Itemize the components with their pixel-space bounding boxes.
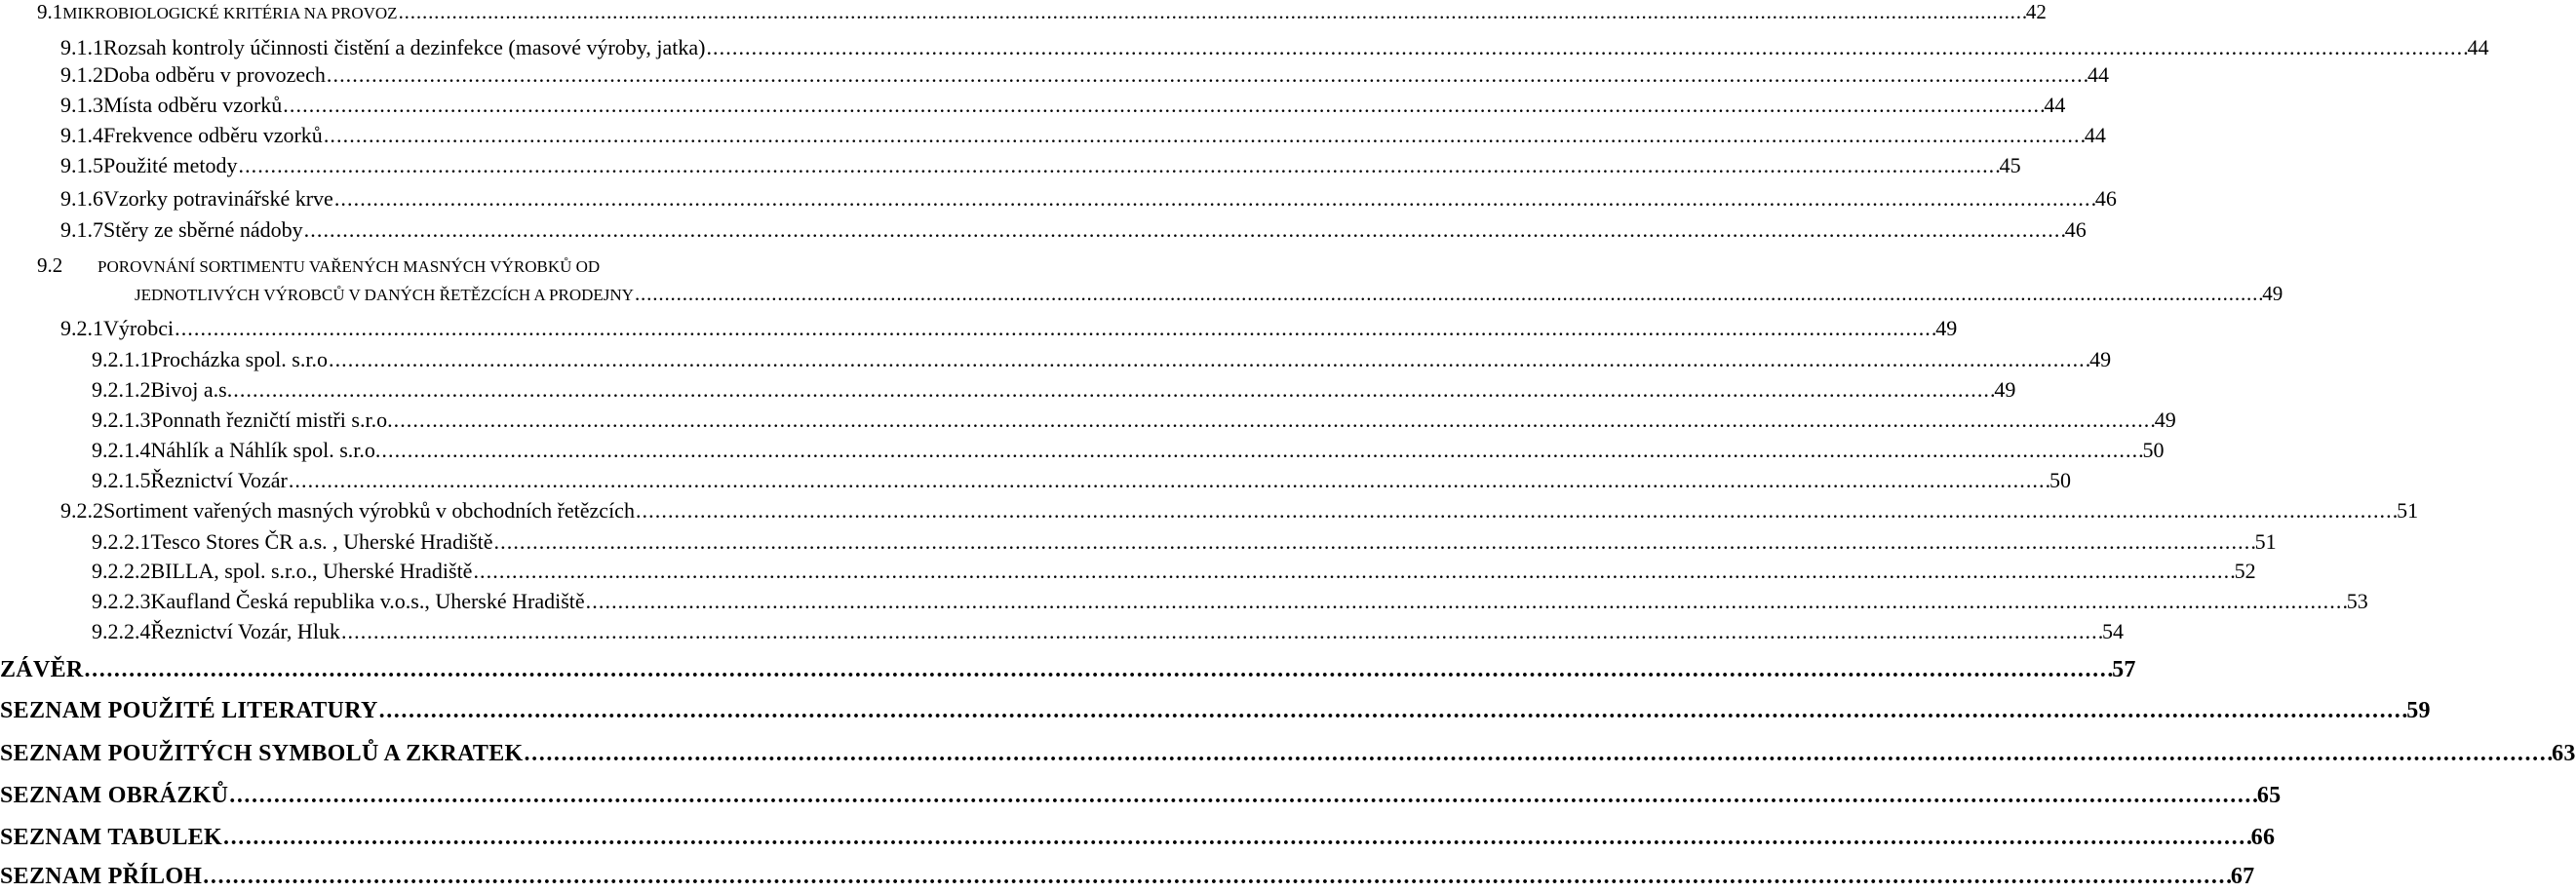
toc-entry-title: Procházka spol. s.r.o <box>150 347 328 371</box>
dot-leader <box>223 825 2250 851</box>
dot-leader <box>334 186 2094 212</box>
toc-entry-page: 52 <box>2234 559 2256 583</box>
toc-entry[interactable] <box>0 864 2255 893</box>
toc-entry-number: 9.1.2 <box>60 62 103 87</box>
toc-entry[interactable] <box>0 559 2256 588</box>
toc-entry[interactable] <box>0 377 2016 407</box>
toc-entry-title: SEZNAM POUŽITÝCH SYMBOLŮ A ZKRATEK <box>0 741 524 766</box>
toc-entry-title: Stěry ze sběrné nádoby <box>103 217 303 242</box>
toc-entry-page: 59 <box>2406 698 2431 723</box>
toc-entry[interactable] <box>0 589 2368 618</box>
dot-leader <box>233 377 1993 403</box>
dot-leader <box>304 217 2064 243</box>
toc-entry-page: 51 <box>2254 529 2277 554</box>
dot-leader <box>327 62 2087 88</box>
toc-entry-number: 9.1.6 <box>60 186 103 211</box>
dot-leader <box>289 468 2049 493</box>
toc-entry[interactable] <box>0 153 2021 182</box>
toc-entry[interactable] <box>0 123 2106 152</box>
toc-entry-page: 44 <box>2084 123 2106 147</box>
dot-leader <box>394 408 2154 433</box>
toc-entry-title: Vzorky potravinářské krve <box>103 186 333 211</box>
toc-entry-page: 49 <box>2262 282 2283 305</box>
toc-entry[interactable] <box>0 62 2109 92</box>
toc-entry-number: 9.1.4 <box>60 123 103 147</box>
dot-leader <box>494 529 2254 555</box>
dot-leader <box>85 657 2112 683</box>
toc-entry-page: 63 <box>2552 741 2576 766</box>
dot-leader <box>341 619 2101 644</box>
toc-entry-number: 9.2.1.3 <box>92 408 151 432</box>
toc-entry-page: 50 <box>2142 438 2165 462</box>
toc-entry[interactable] <box>0 657 2136 686</box>
toc-entry-title: Doba odběru v provozech <box>103 62 326 87</box>
toc-entry-title: Výrobci <box>103 316 175 340</box>
toc-entry-number: 9.2.2.4 <box>92 619 151 643</box>
toc-entry-title: Místa odběru vzorků <box>103 93 283 117</box>
toc-entry[interactable] <box>0 438 2165 467</box>
toc-entry-number: 9.2.1.4 <box>92 438 151 462</box>
toc-entry[interactable] <box>0 316 1958 345</box>
dot-leader <box>381 438 2141 463</box>
toc-entry-page: 50 <box>2049 468 2071 492</box>
dot-leader <box>399 0 2025 24</box>
toc-entry-page: 66 <box>2250 825 2276 850</box>
toc-entry[interactable] <box>0 698 2431 727</box>
toc-entry-title: SEZNAM PŘÍLOH <box>0 864 203 889</box>
dot-leader <box>379 698 2406 724</box>
toc-entry-page: 49 <box>2089 347 2112 371</box>
toc-entry-page: 57 <box>2112 657 2136 682</box>
dot-leader <box>706 35 2466 60</box>
toc-entry-number: 9.2 <box>37 253 63 277</box>
dot-leader <box>525 741 2552 767</box>
dot-leader <box>586 589 2346 614</box>
dot-leader <box>635 282 2261 306</box>
toc-entry-page: 49 <box>2154 408 2176 432</box>
toc-entry-title: Řeznictví Vozár, Hluk <box>150 619 340 643</box>
toc-entry-title: Tesco Stores ČR a.s. , Uherské Hradiště <box>150 529 493 554</box>
toc-entry[interactable] <box>0 217 2087 247</box>
toc-entry-title: SEZNAM TABULEK <box>0 825 223 850</box>
toc-entry[interactable] <box>0 468 2071 497</box>
toc-entry[interactable] <box>0 93 2066 122</box>
dot-leader <box>238 153 1998 178</box>
toc-entry-page: 67 <box>2230 864 2255 889</box>
toc-entry-page: 45 <box>1999 153 2021 177</box>
dot-leader <box>175 316 1934 341</box>
toc-entry[interactable] <box>0 0 2047 29</box>
toc-entry-number: 9.1.3 <box>60 93 103 117</box>
toc-entry-page: 51 <box>2397 498 2419 523</box>
toc-entry-number: 9.2.2.2 <box>92 559 151 583</box>
toc-entry-page: 42 <box>2025 0 2047 23</box>
toc-entry-page: 53 <box>2346 589 2368 613</box>
toc-entry-number: 9.2.1.1 <box>92 347 151 371</box>
toc-entry-title: Sortiment vařených masných výrobků v obchodních řetězcích <box>103 498 635 523</box>
toc-entry-number: 9.2.2.3 <box>92 589 151 613</box>
dot-leader <box>203 864 2230 890</box>
toc-entry[interactable] <box>0 741 2576 770</box>
toc-entry[interactable] <box>0 529 2277 559</box>
toc-entry[interactable] <box>0 253 931 283</box>
toc-entry-title: Frekvence odběru vzorků <box>103 123 323 147</box>
toc-entry-page: 49 <box>1994 377 2016 402</box>
toc-entry-number: 9.2.2.1 <box>92 529 151 554</box>
toc-entry-number: 9.1.5 <box>60 153 103 177</box>
dot-leader <box>473 559 2233 584</box>
toc-entry-page: 46 <box>2064 217 2087 242</box>
dot-leader <box>229 783 2256 809</box>
toc-entry[interactable] <box>0 186 2117 215</box>
toc-entry-number: 9.1 <box>37 0 63 23</box>
toc-entry-page: 54 <box>2102 619 2125 643</box>
toc-entry-page: 49 <box>1935 316 1958 340</box>
toc-entry-title: Kaufland Česká republika v.o.s., Uherské Hradiště <box>150 589 585 613</box>
toc-entry[interactable] <box>0 35 2489 64</box>
toc-entry-title: JEDNOTLIVÝCH VÝROBCŮ V DANÝCH ŘETĚZCÍCH A PRODEJNY <box>135 286 634 304</box>
toc-entry-title: Použité metody <box>103 153 238 177</box>
toc-entry-number: 9.2.1 <box>60 316 103 340</box>
toc-entry-number: 9.1.7 <box>60 217 103 242</box>
toc-entry-title: SEZNAM OBRÁZKŮ <box>0 783 229 808</box>
toc-entry-title: Řeznictví Vozár <box>150 468 288 492</box>
toc-entry-title: ZÁVĚR <box>0 657 84 682</box>
toc-entry-page: 44 <box>2087 62 2109 87</box>
toc-entry-page: 44 <box>2044 93 2066 117</box>
toc-entry-title: POROVNÁNÍ SORTIMENTU VAŘENÝCH MASNÝCH VÝROBKŮ OD <box>98 257 601 276</box>
toc-entry-title: Bivoj a.s. <box>150 377 233 402</box>
toc-entry-title: Náhlík a Náhlík spol. s.r.o. <box>150 438 381 462</box>
toc-entry-number: 9.1.1 <box>60 35 103 59</box>
toc-entry-title: BILLA, spol. s.r.o., Uherské Hradiště <box>150 559 473 583</box>
toc-entry-title: Rozsah kontroly účinnosti čistění a dezinfekce (masové výroby, jatka) <box>103 35 706 59</box>
toc-entry[interactable] <box>0 408 2176 437</box>
toc-entry-title: SEZNAM POUŽITÉ LITERATURY <box>0 698 378 723</box>
toc-entry[interactable] <box>0 347 2112 376</box>
toc-entry[interactable] <box>0 282 2283 311</box>
dot-leader <box>329 347 2088 372</box>
toc-entry-title: MIKROBIOLOGICKÉ KRITÉRIA NA PROVOZ <box>62 4 398 22</box>
dot-leader <box>324 123 2084 148</box>
toc-entry[interactable] <box>0 825 2276 854</box>
toc-entry[interactable] <box>0 498 2419 527</box>
toc-entry-page: 65 <box>2256 783 2282 808</box>
dot-leader <box>283 93 2043 118</box>
toc-entry-page: 46 <box>2094 186 2117 211</box>
toc-entry-page: 44 <box>2467 35 2489 59</box>
toc-entry-number: 9.2.1.5 <box>92 468 151 492</box>
toc-entry-number: 9.2.1.2 <box>92 377 151 402</box>
toc-entry[interactable] <box>0 783 2282 812</box>
toc-entry-number: 9.2.2 <box>60 498 103 523</box>
toc-entry[interactable] <box>0 619 2125 648</box>
dot-leader <box>636 498 2396 524</box>
toc-entry-title: Ponnath řezničtí mistři s.r.o. <box>150 408 393 432</box>
